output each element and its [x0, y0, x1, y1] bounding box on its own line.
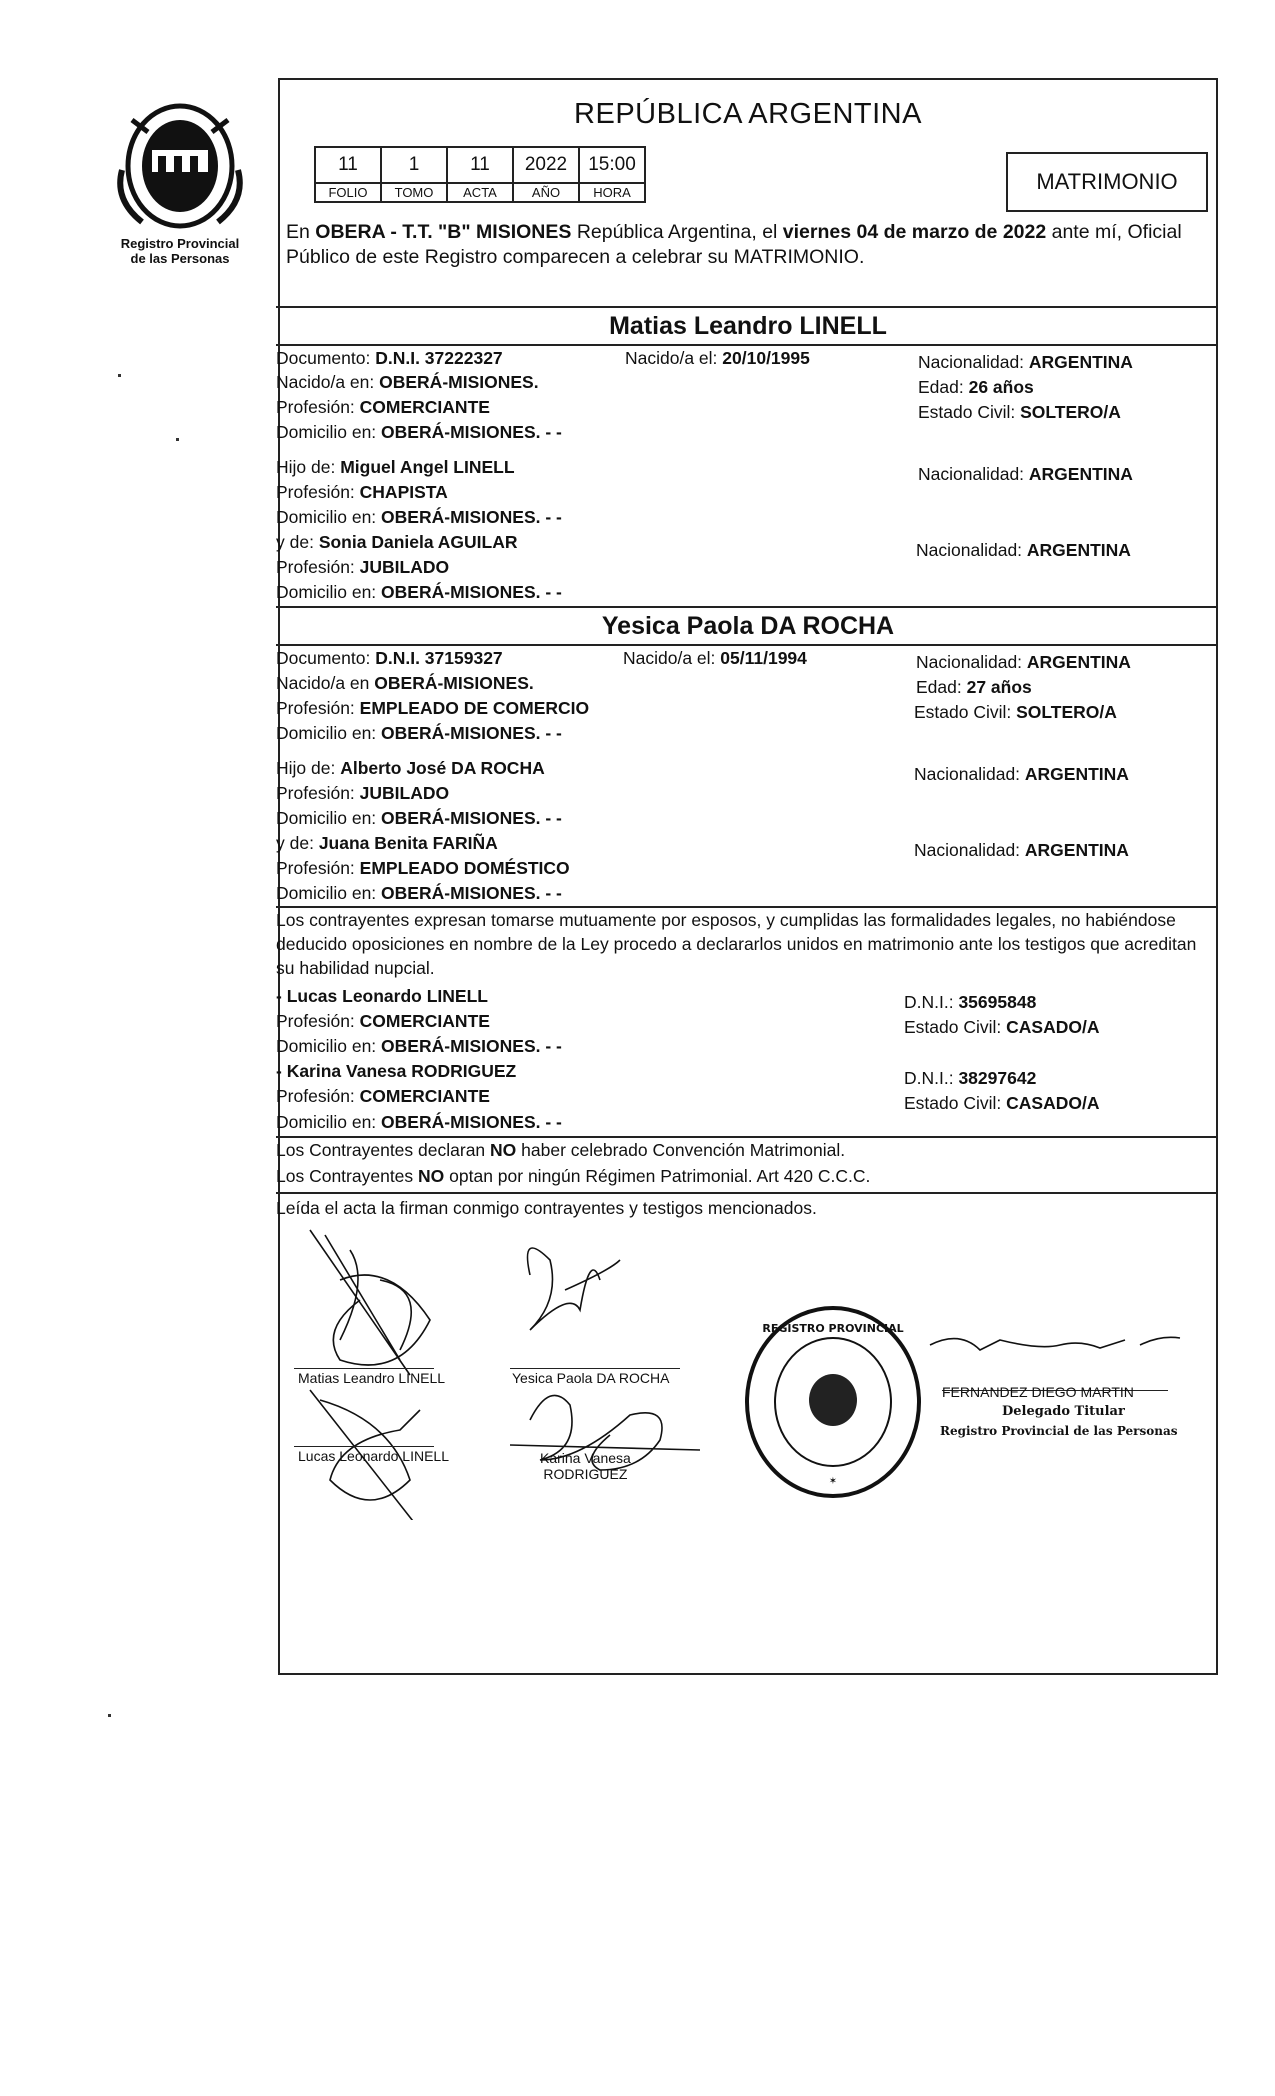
spouse1-nationality: Nacionalidad: ARGENTINA — [918, 352, 1133, 372]
spouse2-father: Hijo de: Alberto José DA ROCHA — [276, 758, 545, 778]
spouse2-father-address: Domicilio en: OBERÁ-MISIONES. - - — [276, 808, 562, 828]
year-value: 2022 — [513, 147, 579, 183]
spouse2-mother-address: Domicilio en: OBERÁ-MISIONES. - - — [276, 883, 562, 903]
witness2-address: Domicilio en: OBERÁ-MISIONES. - - — [276, 1112, 562, 1132]
spouse1-mother-address: Domicilio en: OBERÁ-MISIONES. - - — [276, 582, 562, 602]
folio-label: FOLIO — [315, 183, 381, 202]
margin-mark — [108, 1714, 111, 1717]
witness2-civil-status: Estado Civil: CASADO/A — [904, 1093, 1100, 1113]
official-name: FERNANDEZ DIEGO MARTIN — [942, 1384, 1134, 1400]
margin-mark — [176, 438, 179, 441]
folio-value: 11 — [315, 147, 381, 183]
spouse2-address: Domicilio en: OBERÁ-MISIONES. - - — [276, 723, 562, 743]
spouse1-birthdate: Nacido/a el: 20/10/1995 — [625, 348, 810, 368]
witness1-name: - Lucas Leonardo LINELL — [276, 986, 488, 1006]
convention-statement: Los Contrayentes declaran NO haber celebrado Convención Matrimonial. — [276, 1140, 846, 1160]
tomo-label: TOMO — [381, 183, 447, 202]
signature4-label: Karina Vanesa RODRIGUEZ — [540, 1450, 631, 1482]
signature3-label: Lucas Leonardo LINELL — [298, 1448, 449, 1464]
spouse1-profession: Profesión: COMERCIANTE — [276, 397, 490, 417]
spouse1-mother: y de: Sonia Daniela AGUILAR — [276, 532, 518, 552]
witness2-name: - Karina Vanesa RODRIGUEZ — [276, 1061, 517, 1081]
signature2-label: Yesica Paola DA ROCHA — [512, 1370, 670, 1386]
official-title: Delegado Titular — [1002, 1404, 1125, 1419]
spouse1-name: Matias Leandro LINELL — [609, 312, 887, 340]
intro-paragraph: En OBERA - T.T. "B" MISIONES República Argentina, el viernes 04 de marzo de 2022 ante mí, Oficial Público de este Registro comparecen a celebrar su MATRIMONIO. — [286, 221, 1182, 268]
official-organization: Registro Provincial de las Personas — [940, 1424, 1178, 1438]
spouse2-mother: y de: Juana Benita FARIÑA — [276, 833, 498, 853]
acta-value: 11 — [447, 147, 513, 183]
closing-statement: Leída el acta la firman conmigo contrayentes y testigos mencionados. — [276, 1198, 817, 1218]
hour-value: 15:00 — [579, 147, 645, 183]
registry-emblem — [112, 100, 248, 235]
witness2-profession: Profesión: COMERCIANTE — [276, 1086, 490, 1106]
acta-label: ACTA — [447, 183, 513, 202]
spouse2-name: Yesica Paola DA ROCHA — [601, 612, 895, 640]
spouse1-birthplace: Nacido/a en: OBERÁ-MISIONES. — [276, 372, 539, 392]
spouse2-civil-status: Estado Civil: SOLTERO/A — [914, 702, 1117, 722]
official-seal — [738, 1302, 928, 1502]
marriage-certificate — [278, 78, 1218, 1675]
spouse1-father-address: Domicilio en: OBERÁ-MISIONES. - - — [276, 507, 562, 527]
year-label: AÑO — [513, 183, 579, 202]
spouse1-civil-status: Estado Civil: SOLTERO/A — [918, 402, 1121, 422]
tomo-value: 1 — [381, 147, 447, 183]
hour-label: HORA — [579, 183, 645, 202]
spouse2-birthplace: Nacido/a en OBERÁ-MISIONES. — [276, 673, 534, 693]
spouse1-age: Edad: 26 años — [918, 377, 1034, 397]
page-title: REPÚBLICA ARGENTINA — [574, 98, 922, 130]
witness2-dni: D.N.I.: 38297642 — [904, 1068, 1037, 1088]
witness1-address: Domicilio en: OBERÁ-MISIONES. - - — [276, 1036, 562, 1056]
record-table — [314, 146, 646, 203]
witness1-profession: Profesión: COMERCIANTE — [276, 1011, 490, 1031]
signature1-label: Matias Leandro LINELL — [298, 1370, 446, 1386]
record-type-box: MATRIMONIO — [1006, 152, 1208, 212]
spouse2-father-profession: Profesión: JUBILADO — [276, 783, 450, 803]
declaration-paragraph: Los contrayentes expresan tomarse mutuamente por esposos, y cumplidas las formalidades legales, no habiéndose deducido oposiciones en nombre de la Ley procedo a declararlos unidos en matrimonio ante los testigos que acreditan su habilidad nupcial. — [276, 910, 1197, 978]
spouse2-mother-profession: Profesión: EMPLEADO DOMÉSTICO — [276, 858, 570, 878]
spouse2-document: Documento: D.N.I. 37159327 — [276, 648, 503, 668]
spouse1-father: Hijo de: Miguel Angel LINELL — [276, 457, 515, 477]
witness1-civil-status: Estado Civil: CASADO/A — [904, 1017, 1100, 1037]
spouse2-nationality: Nacionalidad: ARGENTINA — [916, 652, 1131, 672]
patrimonial-regime-statement: Los Contrayentes NO optan por ningún Régimen Patrimonial. Art 420 C.C.C. — [276, 1166, 871, 1186]
spouse1-mother-nationality: Nacionalidad: ARGENTINA — [916, 540, 1131, 560]
spouse1-father-nationality: Nacionalidad: ARGENTINA — [918, 464, 1133, 484]
spouse1-mother-profession: Profesión: JUBILADO — [276, 557, 450, 577]
spouse2-father-nationality: Nacionalidad: ARGENTINA — [914, 764, 1129, 784]
spouse2-age: Edad: 27 años — [916, 677, 1032, 697]
spouse1-father-profession: Profesión: CHAPISTA — [276, 482, 448, 502]
witness1-dni: D.N.I.: 35695848 — [904, 992, 1037, 1012]
spouse2-profession: Profesión: EMPLEADO DE COMERCIO — [276, 698, 590, 718]
spouse2-birthdate: Nacido/a el: 05/11/1994 — [623, 648, 807, 668]
spouse1-address: Domicilio en: OBERÁ-MISIONES. - - — [276, 422, 562, 442]
registry-logo-text: Registro Provincial de las Personas — [120, 236, 240, 266]
spouse1-document: Documento: D.N.I. 37222327 — [276, 348, 503, 368]
spouse2-mother-nationality: Nacionalidad: ARGENTINA — [914, 840, 1129, 860]
svg-text:✶: ✶ — [828, 1476, 838, 1487]
svg-text:REGISTRO PROVINCIAL: REGISTRO PROVINCIAL — [762, 1322, 904, 1335]
margin-mark — [118, 374, 121, 377]
